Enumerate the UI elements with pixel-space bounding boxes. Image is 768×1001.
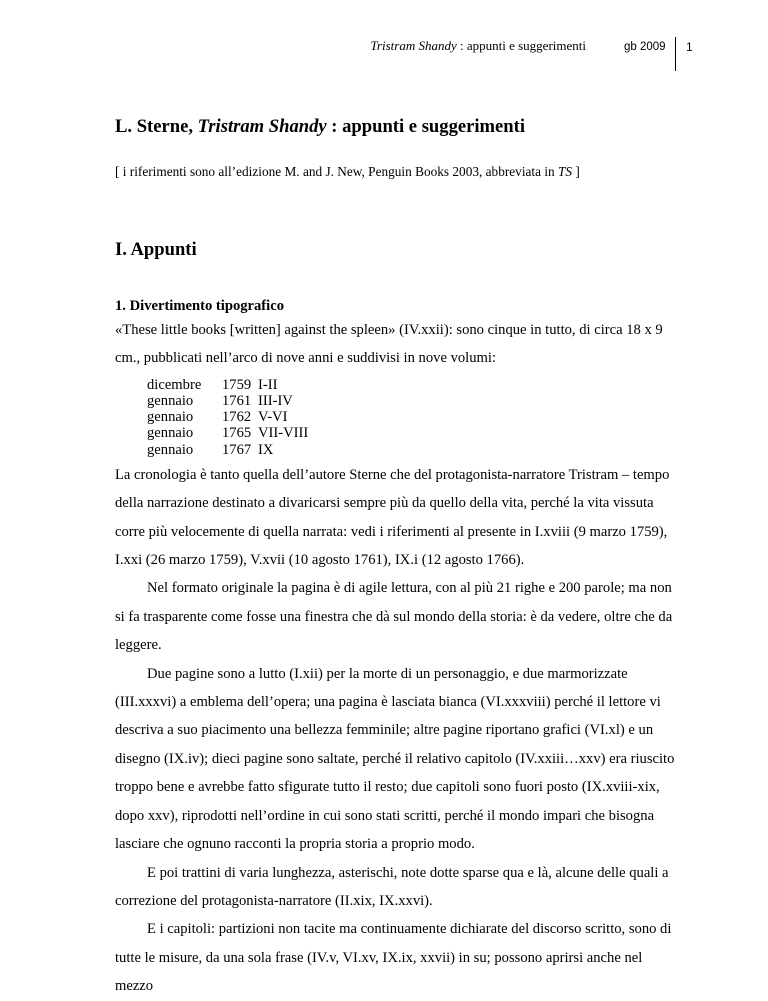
page-number: 1 [686,40,693,54]
pub-month: gennaio [147,425,194,442]
ref-note-suffix: ] [572,164,580,179]
table-row [147,393,308,409]
document-title [115,114,675,140]
pub-month: gennaio [147,409,194,426]
body-paragraph: Due pagine sono a lutto (I.xii) per la morte di un personaggio, e due marmorizzate (III.xxxvi) a emblema dell’opera; una pagina è lasciata bianca (VI.xxxviii) perché il lettore vi descriva a suo piacimento una bellezza femminile; altre pagine riportano grafici (VI.xl) e un disegno (IX.iv); dieci pagine sono saltate, perché il relativo capitolo (IV.xxiii…xxv) era riuscito troppo bene e avrebbe fatto sfigurate tutto il resto; due capitoli sono fuori posto (IX.xviii-xix, dopo xxv), riprodotti nell’ordine in cui sono stati scritti, perché il mondo impari che bisogna lasciare che ognuno racconti la propria storia a proprio modo. [115,665,675,853]
pub-year: 1767 [222,441,252,458]
pub-month: gennaio [147,393,194,410]
body-paragraph: E poi trattini di varia lunghezza, asterischi, note dotte sparse qua e là, alcune delle quali a correzione del protagonista-narratore (II.xix, IX.xxvi). [115,864,669,909]
table-row [147,442,308,458]
running-header [0,37,768,77]
pub-month: dicembre [147,376,202,393]
reference-note [115,162,675,182]
intro-paragraph: «These little books [written] against the spleen» (IV.xxii): sono cinque in tutto, di circa 18 x 9 cm., pubblicati nell’arco di nove anni e suddivisi in nove volumi: [115,322,663,367]
running-title-rest: : appunti e suggerimenti [456,38,586,53]
title-work: Tristram Shandy [197,116,327,137]
table-row [147,409,308,425]
pub-year: 1759 [222,376,252,393]
header-divider [675,37,676,71]
publication-table [147,377,308,458]
pub-volumes: III-IV [258,393,293,410]
table-row [147,425,308,441]
section-heading: I. Appunti [115,239,197,260]
pub-year: 1761 [222,393,252,410]
pub-volumes: V-VI [258,409,288,426]
date-tag: gb 2009 [624,41,666,53]
body-paragraph: La cronologia è tanto quella dell’autore Sterne che del protagonista-narratore Tristram – tempo della narrazione destinato a divaricarsi sempre più da quello della vita, perché la vita vissuta corre più velocemente di quella narrata: vedi i riferimenti al presente in I.xviii (9 marzo 1759), I.xxi (26 marzo 1759), V.xvii (10 agosto 1761), IX.i (12 agosto 1766). [115,466,670,569]
pub-month: gennaio [147,441,194,458]
sub-heading: 1. Divertimento tipografico [115,298,284,314]
body-paragraph: E i capitoli: partizioni non tacite ma continuamente dichiarate del discorso scritto, sono di tutte le misure, da una sola frase (IV.v, VI.xv, IX.ix, xxvii) in su; possono aprirsi anche nel mezzo [115,921,672,995]
document-body [115,114,675,1001]
running-title-work: Tristram Shandy [370,38,457,53]
pub-year: 1762 [222,409,252,426]
pub-year: 1765 [222,425,252,442]
pub-volumes: I-II [258,376,278,393]
title-prefix: L. Sterne, [115,116,198,137]
ref-note-prefix: [ i riferimenti sono all’edizione M. and J. New, Penguin Books 2003, abbreviata in [115,164,559,179]
title-rest: : appunti e suggerimenti [326,116,525,137]
table-row [147,377,308,393]
pub-volumes: IX [258,441,274,458]
ref-note-abbr: TS [558,164,573,179]
running-title [370,37,586,55]
body-paragraph: Nel formato originale la pagina è di agile lettura, con al più 21 righe e 200 parole; ma non si fa trasparente come fosse una finestra che dà sul mondo della storia: è da vedere, oltre che da leggere. [115,580,673,654]
pub-volumes: VII-VIII [258,425,309,442]
